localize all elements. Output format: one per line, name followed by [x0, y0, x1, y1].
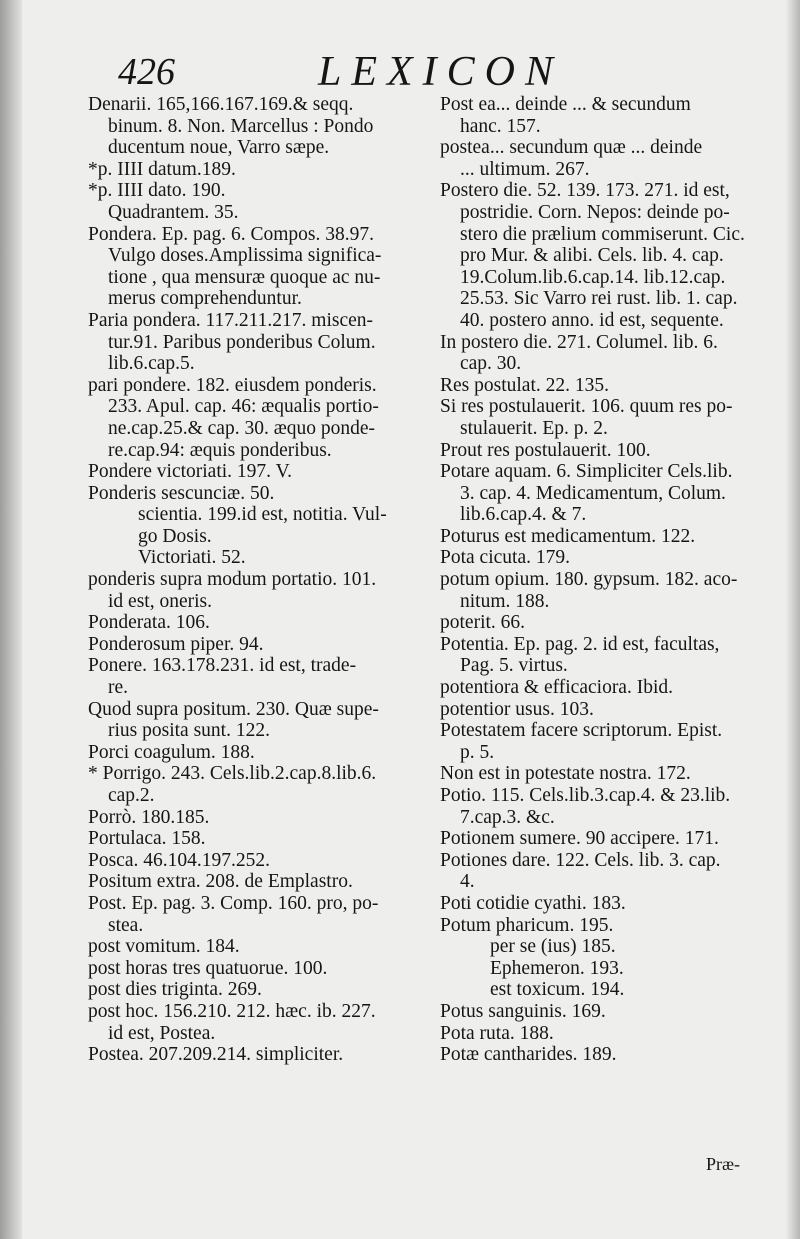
index-entry-line: Porrò. 180.185. — [88, 806, 210, 828]
index-entry-line: In postero die. 271. Columel. lib. 6. — [440, 331, 718, 353]
index-entry-line: Ponderis sescunciæ. 50. — [88, 482, 275, 504]
index-entry-line: Postea. 207.209.214. simpliciter. — [88, 1044, 344, 1066]
index-entry-line: Si res postulauerit. 106. quum res po- — [440, 396, 733, 418]
index-entry-line: * Porrigo. 243. Cels.lib.2.cap.8.lib.6. — [88, 763, 377, 785]
index-entry-line: tione , qua mensuræ quoque ac nu- — [108, 266, 381, 288]
index-entry-line: cap. 30. — [460, 353, 522, 375]
index-entry-line: pro Mur. & alibi. Cels. lib. 4. cap. — [460, 245, 724, 267]
index-entry-line: Pota ruta. 188. — [440, 1022, 554, 1044]
index-entry-line: 7.cap.3. &c. — [460, 806, 555, 828]
index-entry-line: ne.cap.25.& cap. 30. æquo ponde- — [108, 417, 375, 439]
index-entry-line: p. 5. — [460, 741, 495, 763]
index-entry-line: Potiones dare. 122. Cels. lib. 3. cap. — [440, 849, 721, 871]
index-entry-line: est toxicum. 194. — [490, 979, 625, 1001]
index-entry-line: stulauerit. Ep. p. 2. — [460, 417, 608, 439]
index-entry-line: 25.53. Sic Varro rei rust. lib. 1. cap. — [460, 288, 738, 310]
index-entry-line: Potum pharicum. 195. — [440, 914, 614, 936]
index-entry-line: potentior usus. 103. — [440, 698, 594, 720]
index-entry-line: Ponere. 163.178.231. id est, trade- — [88, 655, 357, 677]
index-entry-line: Post ea... deinde ... & secundum — [440, 94, 691, 115]
index-entry-line: re.cap.94: æquis ponderibus. — [108, 439, 332, 461]
index-entry-line: Non est in potestate nostra. 172. — [440, 763, 691, 785]
index-entry-line: pari pondere. 182. eiusdem ponderis. — [88, 374, 377, 396]
index-entry-line: *p. IIII datum.189. — [88, 158, 236, 180]
index-entry-line: post dies triginta. 269. — [88, 979, 262, 1001]
index-entry-line: Potæ cantharides. 189. — [440, 1044, 617, 1066]
index-entry-line: id est, oneris. — [108, 590, 212, 612]
index-entry-line: Denarii. 165,166.167.169.& seqq. — [88, 94, 354, 115]
index-entry-line: *p. IIII dato. 190. — [88, 180, 226, 202]
index-entry-line: Porci coagulum. 188. — [88, 741, 255, 763]
index-entry-line: Pag. 5. virtus. — [460, 655, 568, 677]
index-entry-line: 40. postero anno. id est, sequente. — [460, 309, 724, 331]
index-entry-line: cap.2. — [108, 785, 155, 806]
index-entry-line: Potionem sumere. 90 accipere. 171. — [440, 828, 719, 850]
index-entry-line: stea. — [108, 914, 144, 936]
right-column — [440, 94, 762, 1066]
index-entry-line: Quod supra positum. 230. Quæ supe- — [88, 698, 379, 720]
index-entry-line: Potare aquam. 6. Simpliciter Cels.lib. — [440, 461, 733, 483]
index-entry-line: lib.6.cap.5. — [108, 353, 195, 375]
index-entry-line: Paria pondera. 117.211.217. miscen- — [88, 309, 374, 331]
index-entry-line: scientia. 199.id est, notitia. Vul- — [138, 504, 387, 526]
index-entry-line: postridie. Corn. Nepos: deinde po- — [460, 201, 730, 223]
index-entry-line: potentiora & efficaciora. Ibid. — [440, 677, 674, 699]
index-entry-line: ... ultimum. 267. — [460, 158, 590, 180]
page-edge-shadow — [786, 0, 800, 1239]
left-column — [88, 94, 440, 1066]
index-entry-line: Postero die. 52. 139. 173. 271. id est, — [440, 180, 730, 202]
index-entry-line: Vulgo doses.Amplissima significa- — [108, 245, 382, 267]
index-entry-line: per se (ius) 185. — [490, 936, 616, 958]
index-entry-line: Quadrantem. 35. — [108, 201, 239, 223]
index-entry-line: Potestatem facere scriptorum. Epist. — [440, 720, 723, 742]
index-entry-line: post hoc. 156.210. 212. hæc. ib. 227. — [88, 1000, 376, 1022]
index-entry-line: Poturus est medicamentum. 122. — [440, 525, 696, 547]
index-entry-line: poterit. 66. — [440, 612, 526, 634]
index-entry-line: Pondera. Ep. pag. 6. Compos. 38.97. — [88, 223, 374, 245]
index-entry-line: postea... secundum quæ ... deinde — [440, 137, 703, 159]
index-entry-line: Pondere victoriati. 197. V. — [88, 461, 293, 483]
index-entry-line: Ponderata. 106. — [88, 612, 210, 634]
index-entry-line: Potentia. Ep. pag. 2. id est, facultas, — [440, 633, 720, 655]
index-entry-line: Positum extra. 208. de Emplastro. — [88, 871, 353, 893]
index-entry-line: ducentum noue, Varro sæpe. — [108, 137, 330, 159]
index-entry-line: id est, Postea. — [108, 1022, 216, 1044]
index-entry-line: lib.6.cap.4. & 7. — [460, 504, 587, 526]
index-entry-line: Potio. 115. Cels.lib.3.cap.4. & 23.lib. — [440, 785, 731, 806]
index-entry-line: Ponderosum piper. 94. — [88, 633, 264, 655]
index-entry-line: post horas tres quatuorue. 100. — [88, 957, 328, 979]
index-entry-line: binum. 8. Non. Marcellus : Pondo — [108, 115, 374, 137]
index-entry-line: 19.Colum.lib.6.cap.14. lib.12.cap. — [460, 266, 726, 288]
index-entry-line: potum opium. 180. gypsum. 182. aco- — [440, 569, 738, 591]
index-entry-line: Res postulat. 22. 135. — [440, 374, 609, 396]
index-entry-line: Portulaca. 158. — [88, 828, 206, 850]
index-entry-line: Posca. 46.104.197.252. — [88, 849, 270, 871]
catchword: Præ- — [706, 1154, 741, 1174]
index-entry-line: stero die prælium commiserunt. Cic. — [460, 223, 745, 245]
page-gutter-shadow — [0, 0, 22, 1239]
index-entry-line: post vomitum. 184. — [88, 936, 240, 958]
index-entry-line: nitum. 188. — [460, 590, 550, 612]
page-number: 426 — [118, 51, 175, 93]
index-entry-line: Pota cicuta. 179. — [440, 547, 570, 569]
index-entry-line: Post. Ep. pag. 3. Comp. 160. pro, po- — [88, 892, 379, 914]
index-entry-line: go Dosis. — [138, 525, 212, 547]
index-entry-line: re. — [108, 677, 129, 699]
index-entry-line: Ephemeron. 193. — [490, 957, 624, 979]
index-entry-line: hanc. 157. — [460, 115, 541, 137]
index-entry-line: 3. cap. 4. Medicamentum, Colum. — [460, 482, 726, 504]
index-entry-line: ponderis supra modum portatio. 101. — [88, 569, 377, 591]
index-entry-line: Victoriati. 52. — [138, 547, 246, 569]
running-head: LEXICON — [318, 49, 564, 95]
index-entry-line: merus comprehenduntur. — [108, 288, 302, 310]
index-entry-line: Potus sanguinis. 169. — [440, 1000, 606, 1022]
index-entry-line: tur.91. Paribus ponderibus Colum. — [108, 331, 376, 353]
index-entry-line: rius posita sunt. 122. — [108, 720, 270, 742]
index-entry-line: 233. Apul. cap. 46: æqualis portio- — [108, 396, 379, 418]
index-entry-line: Poti cotidie cyathi. 183. — [440, 892, 626, 914]
index-entry-line: Prout res postulauerit. 100. — [440, 439, 651, 461]
index-entry-line: 4. — [460, 871, 475, 893]
